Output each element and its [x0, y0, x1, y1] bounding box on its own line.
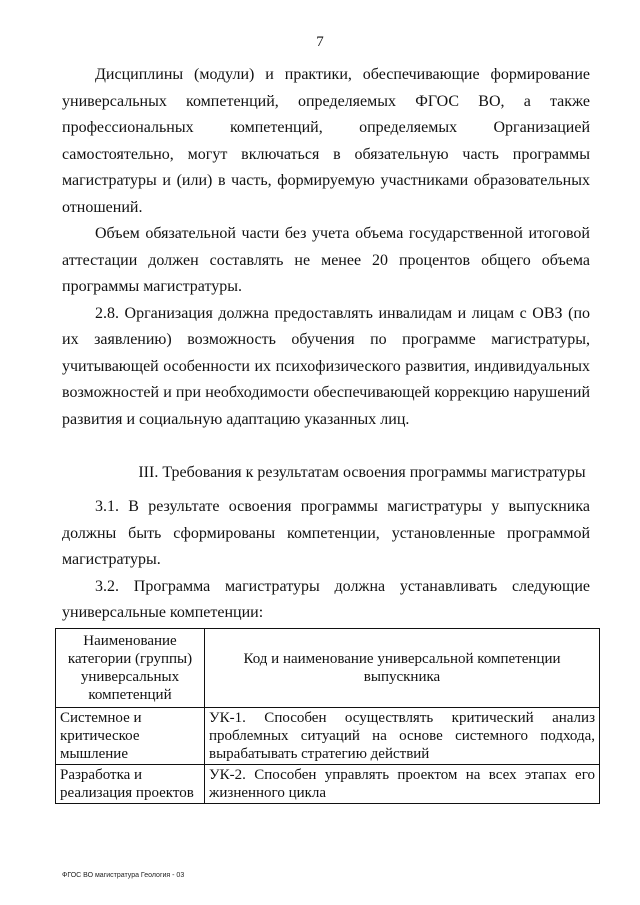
- table-header-row: [56, 629, 600, 708]
- table-cell-category: Системное и критическое мышление: [56, 708, 205, 765]
- footer-note: ФГОС ВО магистратура Геология - 03: [62, 872, 185, 879]
- paragraph-3-1: 3.1. В результате освоения программы магистратуры у выпускника должны быть сформированы компетенции, установленные программой магистратуры.: [62, 498, 590, 568]
- body-text-block-2: [62, 494, 590, 627]
- header-category: Наименование категории (группы) универсальных компетенций: [56, 629, 205, 708]
- page-number: 7: [316, 34, 324, 50]
- table-cell-category: Разработка и реализация проектов: [56, 765, 205, 804]
- header-competence: Код и наименование универсальной компетенции выпускника: [205, 629, 600, 708]
- table-cell-competence: УК-1. Способен осуществлять критический анализ проблемных ситуаций на основе системного подхода, вырабатывать стратегию действий: [205, 708, 600, 765]
- section-heading-block: [62, 460, 590, 487]
- section-heading: III. Требования к результатам освоения программы магистратуры: [138, 464, 586, 481]
- table-cell-competence: УК-2. Способен управлять проектом на всех этапах его жизненного цикла: [205, 765, 600, 804]
- body-text-block-1: [62, 62, 590, 433]
- paragraph-disciplines: Дисциплины (модули) и практики, обеспечивающие формирование универсальных компетенций, определяемых ФГОС ВО, а также профессиональных компетенций, определяемых Организацией самостоятельно, могут включаться в обязательную часть программы магистратуры и (или) в часть, формируемую участниками образовательных отношений.: [62, 66, 590, 216]
- competencies-table: [55, 628, 600, 804]
- table-row: [56, 765, 600, 804]
- paragraph-2-8: 2.8. Организация должна предоставлять инвалидам и лицам с ОВЗ (по их заявлению) возможность обучения по программе магистратуры, учитывающей особенности их психофизического развития, индивидуальных возможностей и при необходимости обеспечивающей коррекцию нарушений развития и социальную адаптацию указанных лиц.: [62, 304, 590, 428]
- paragraph-3-2: 3.2. Программа магистратуры должна устанавливать следующие универсальные компетенции:: [62, 577, 590, 621]
- paragraph-mandatory-part: Объем обязательной части без учета объема государственной итоговой аттестации должен составлять не менее 20 процентов общего объема программы магистратуры.: [62, 225, 590, 295]
- table-row: [56, 708, 600, 765]
